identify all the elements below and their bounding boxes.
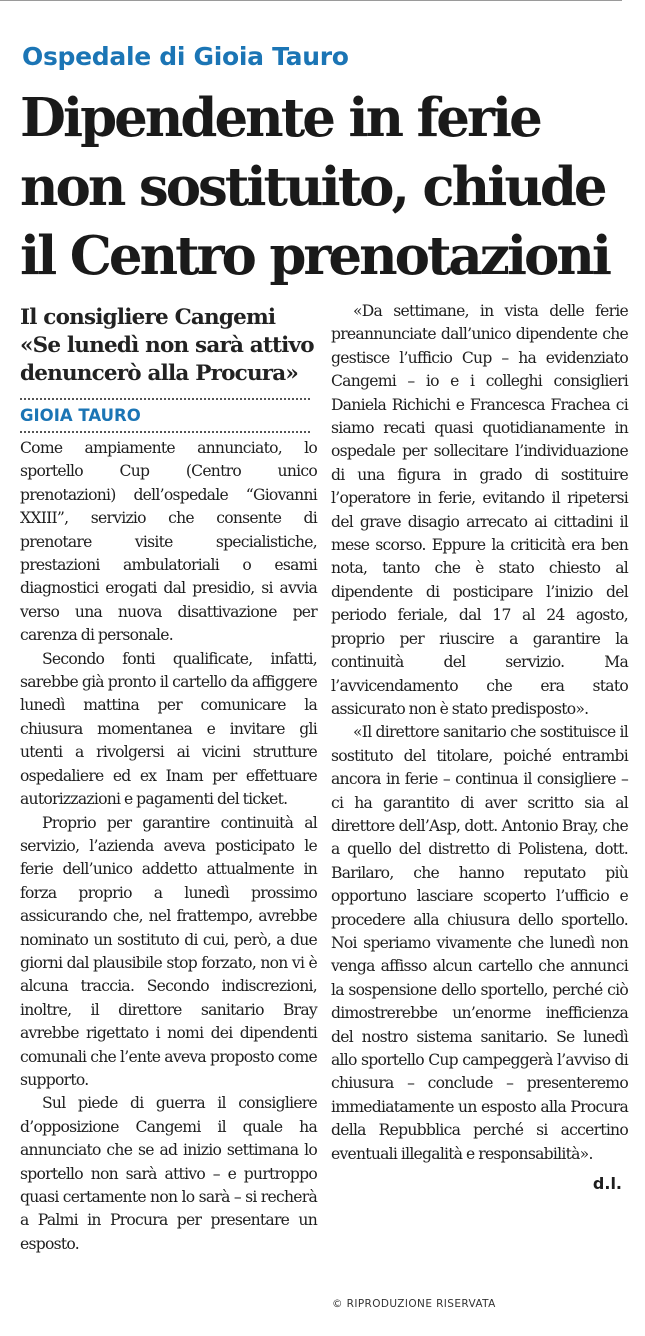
top-rule	[0, 0, 622, 1]
right-body	[331, 300, 628, 1166]
paragraph: «Il direttore sanitario che sostituisce il sostituto del titolare, poiché entrambi ancora in ferie – continua il consigliere – ci ha garantito di aver scritto sia al direttore dell’Asp, dott. Antonio Bray, che a quello del distretto di Polistena, dott. Barilaro, che hanno reputato più opportuno lasciare scoperto l’ufficio e procedere alla chiusura dello sportello. Noi speriamo vivamente che lunedì non venga affisso alcun cartello che annunci la sospensione dello sportello, perché ciò dimostrerebbe un’enorme inefficienza del nostro sistema sanitario. Se lunedì allo sportello Cup campeggerà l’avviso di chiusura – conclude – presenteremo immediatamente un esposto alla Procura della Repubblica perché si accertino eventuali illegalità e responsabilità».	[331, 723, 628, 1163]
kicker: Ospedale di Gioia Tauro	[22, 42, 349, 71]
dateline: GIOIA TAURO	[20, 406, 141, 425]
headline-line-1: Dipendente in ferie	[20, 87, 540, 149]
paragraph: Come ampiamente annunciato, lo sportello Cup (Centro unico prenotazioni) dell’ospedale “Giovanni XXIII”, servizio che consente di prenotare visite specialistiche, prestazioni ambulatoriali o esami diagnostici erogati dal presidio, si avvia verso una nuova disattivazione per carenza di personale.	[20, 439, 317, 645]
dotted-divider-bottom	[20, 431, 310, 433]
subhead	[20, 304, 317, 388]
copyright-notice: © RIPRODUZIONE RISERVATA	[332, 1298, 496, 1310]
right-column	[331, 300, 628, 1193]
subhead-line-1: Il consigliere Cangemi	[20, 305, 276, 330]
paragraph: Secondo fonti qualificate, infatti, sarebbe già pronto il cartello da affiggere lunedì mattina per comunicare la chiusura momentanea e invitare gli utenti a rivolgersi ai vicini strutture ospedaliere ed ex Inam per effettuare autorizzazioni e pagamenti del ticket.	[20, 649, 317, 809]
headline-line-3: il Centro prenotazioni	[20, 225, 610, 287]
left-column	[20, 304, 317, 1256]
paragraph: Proprio per garantire continuità al servizio, l’azienda aveva posticipato le ferie dell’unico addetto attualmente in forza proprio a lunedì prossimo assicurando che, nel frattempo, avrebbe nominato un sostituto di cui, però, a due giorni dal plausibile stop forzato, non vi è alcuna traccia. Secondo indiscrezioni, inoltre, il direttore sanitario Bray avrebbe rigettato i nomi dei dipendenti comunali che l’ente aveva proposto come supporto.	[20, 813, 317, 1089]
paragraph: «Da settimane, in vista delle ferie preannunciate dall’unico dipendente che gestisce l’ufficio Cup – ha evidenziato Cangemi – io e i colleghi consiglieri Daniela Richichi e Francesca Frachea ci siamo recati quasi quotidianamente in ospedale per sollecitare l’individuazione di una figura in grado di sostituire l’operatore in ferie, evitando il ripetersi del grave disagio arrecato ai cittadini il mese scorso. Eppure la criticità era ben nota, tanto che è stato chiesto al dipendente di posticipare l’inizio del periodo feriale, dal 17 al 24 agosto, proprio per riuscire a garantire la continuità del servizio. Ma l’avvicendamento che era stato assicurato non è stato predisposto».	[331, 302, 628, 718]
author-signature: d.l.	[592, 1174, 622, 1194]
headline-line-2: non sostituito, chiude	[20, 156, 605, 218]
left-body	[20, 437, 317, 1256]
subhead-line-2: «Se lunedì non sarà attivo	[20, 333, 314, 358]
headline	[20, 84, 635, 291]
paragraph: Sul piede di guerra il consigliere d’opposizione Cangemi il quale ha annunciato che se ad inizio settimana lo sportello non sarà attivo – e purtroppo quasi certamente non lo sarà – si recherà a Palmi in Procura per presentare un esposto.	[20, 1094, 317, 1253]
dotted-divider-top	[20, 398, 310, 400]
subhead-line-3: denuncerò alla Procura»	[20, 361, 299, 386]
